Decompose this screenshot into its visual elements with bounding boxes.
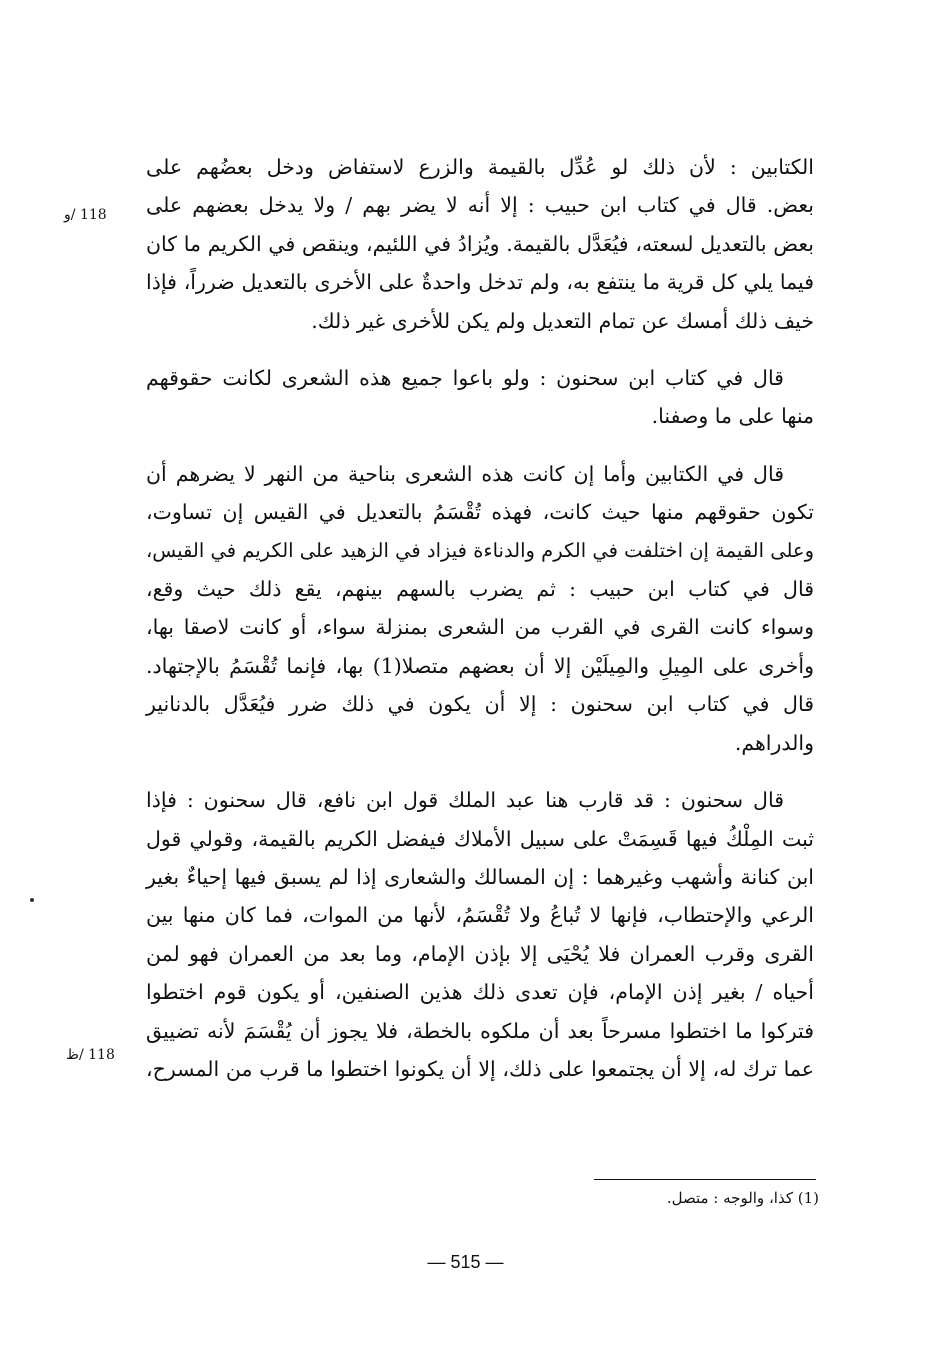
text-line: خيف ذلك أمسك عن تمام التعديل ولم يكن للأخرى غير ذلك. xyxy=(311,308,814,333)
folio-margin-note-recto: 118 /و xyxy=(64,207,107,223)
text-line: وعلى القيمة إن اختلفت في الكرم والدناءة فيزاد في الزهيد على الكريم في القيس، xyxy=(146,538,814,562)
text-line: قال في كتاب ابن سحنون : إلا أن يكون في ذلك ضرر فيُعَدَّل بالدنانير xyxy=(146,692,814,717)
text-line: عما ترك له، إلا أن يجتمعوا على ذلك، إلا أن يكونوا اختطوا ما قرب من المسرح، xyxy=(146,1056,814,1081)
text-line: ثبت المِلْكُ فيها قَسِمَتْ على سبيل الأملاك فيفضل الكريم بالقيمة، وقولي قول xyxy=(146,826,814,851)
text-line: وسواء كانت القرى في القرب من الشعرى بمنزلة سواء، أو كانت لاصقا بها، xyxy=(146,615,814,640)
paragraph-1 xyxy=(146,148,814,340)
text-line: فيما يلي كل قرية ما ينتفع به، ولم تدخل واحدةٌ على الأخرى بالتعديل ضرراً، فإذا xyxy=(146,270,815,295)
footnote: (1) كذا، والوجه : متصل. xyxy=(666,1189,819,1207)
folio-margin-note-verso: 118 /ظ xyxy=(66,1047,115,1063)
paragraph-4 xyxy=(146,781,814,1088)
text-line: قال في كتاب ابن سحنون : ولو باعوا جميع هذه الشعرى لكانت حقوقهم xyxy=(146,366,784,391)
footnote-separator xyxy=(594,1179,816,1180)
scan-speck xyxy=(30,898,34,902)
text-line: الكتابين : لأن ذلك لو عُدِّل بالقيمة والزرع لاستفاض ودخل بعضُهم على xyxy=(146,155,814,179)
text-line: أحياه / بغير إذن الإمام، فإن تعدى ذلك هذين الصنفين، أو يكون قوم اختطوا xyxy=(146,980,814,1005)
text-line: قال سحنون : قد قارب هنا عبد الملك قول ابن نافع، قال سحنون : فإذا xyxy=(146,788,784,813)
body-text xyxy=(146,148,814,1088)
text-line: الرعي والإحتطاب، فإنها لا تُباعُ ولا تُقْسَمُ، لأنها من الموات، فما كان منها بين xyxy=(146,903,814,928)
text-line: قال في الكتابين وأما إن كانت هذه الشعرى بناحية من النهر لا يضرهم أن xyxy=(146,461,784,486)
text-line: بعض. قال في كتاب ابن حبيب : إلا أنه لا يضر بهم / ولا يدخل بعضهم على xyxy=(146,193,814,218)
text-line: القرى وقرب العمران فلا يُحْيَى إلا بإذن الإمام، وما بعد من العمران فهو لمن xyxy=(146,941,814,966)
text-line: بعض بالتعديل لسعته، فيُعَدَّل بالقيمة. ويُزادُ في اللئيم، وينقص في الكريم ما كان xyxy=(146,231,814,256)
text-line: والدراهم. xyxy=(734,730,814,755)
text-line: منها على ما وصفنا. xyxy=(651,404,814,429)
text-line: قال في كتاب ابن حبيب : ثم يضرب بالسهم بينهم، يقع ذلك حيث وقع، xyxy=(146,577,814,602)
paragraph-3 xyxy=(146,455,814,762)
text-line: وأخرى على المِيلِ والمِيلَيْن إلا أن بعضهم متصلا(1) بها، فإنما تُقْسَمُ بالإجتهاد. xyxy=(146,653,814,678)
text-line: تكون حقوقهم منها حيث كانت، فهذه تُقْسَمُ بالتعديل في القيس إن تساوت، xyxy=(146,500,814,525)
page-number: — 515 — xyxy=(427,1252,504,1272)
text-line: ابن كنانة وأشهب وغيرهما : إن المسالك والشعارى إذا لم يسبق فيها إحياءٌ بغير xyxy=(146,864,814,889)
text-line: فتركوا ما اختطوا مسرحاً بعد أن ملكوه بالخطة، فلا يجوز أن يُقْسَمَ لأنه تضييق xyxy=(146,1018,814,1043)
paragraph-2 xyxy=(146,359,814,436)
